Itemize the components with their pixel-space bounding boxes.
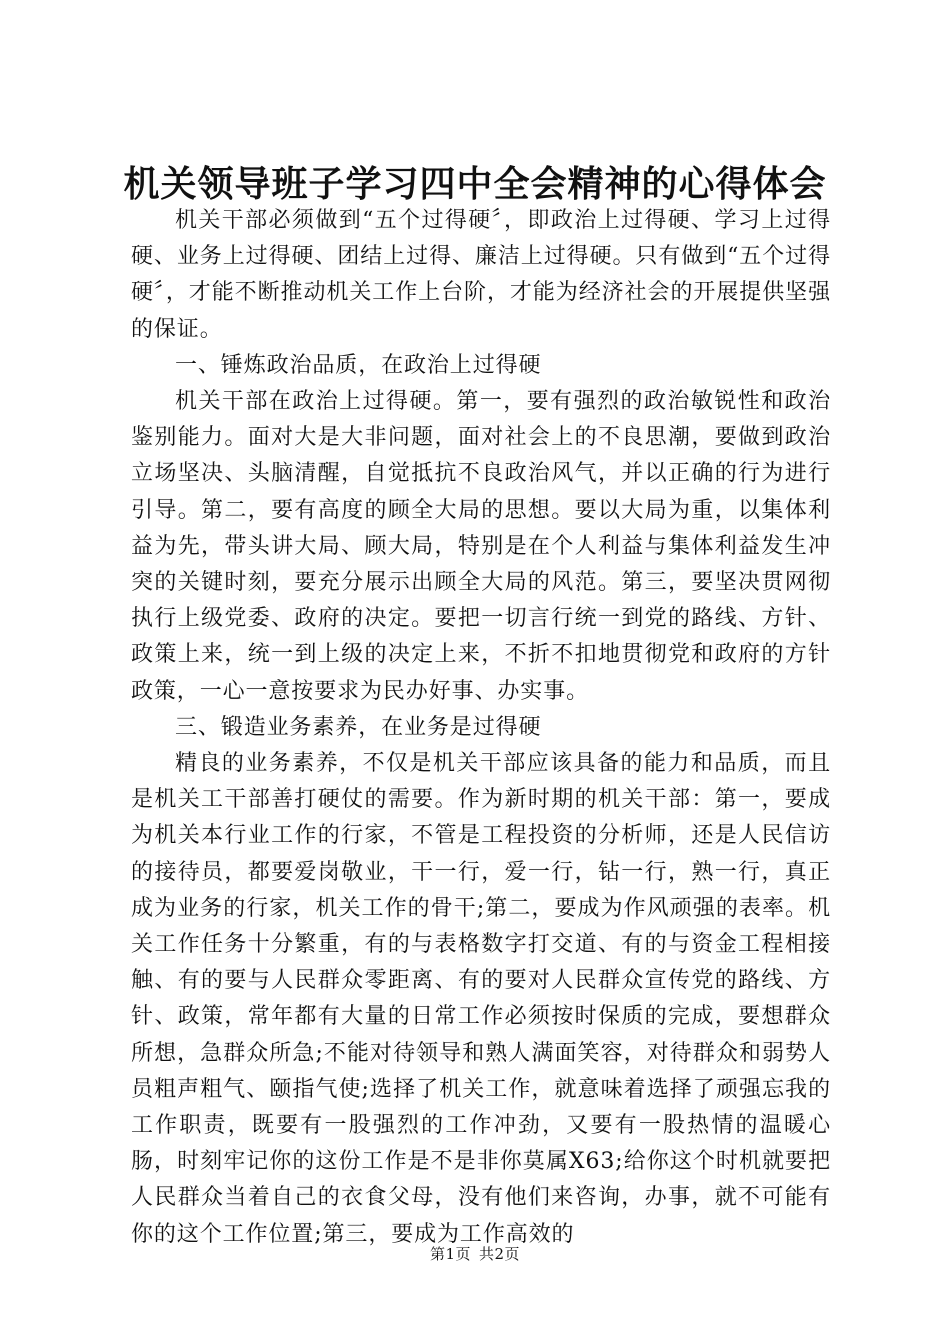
page-footer xyxy=(0,1244,950,1264)
business-paragraph: 精良的业务素养，不仅是机关干部应该具备的能力和品质，而且是机关工干部善打硬仗的需要。作为新时期的机关干部：第一，要成为机关本行业工作的行家，不管是工程投资的分析师，还是人民信访的接待员，都要爱岗敬业，干一行，爱一行，钻一行，熟一行，真正成为业务的行家，机关工作的骨干;第二，要成为作风顽强的表率。机关工作任务十分繁重，有的与表格数字打交道、有的与资金工程相接触、有的要与人民群众零距离、有的要对人民群众宣传党的路线、方针、政策，常年都有大量的日常工作必须按时保质的完成，要想群众所想，急群众所急;不能对待领导和熟人满面笑容，对待群众和弱势人员粗声粗气、颐指气使;选择了机关工作，就意味着选择了顽强忘我的工作职责，既要有一股强烈的工作冲劲，又要有一股热情的温暖心肠，时刻牢记你的这份工作是不是非你莫属X63;给你这个时机就要把人民群众当着自己的衣食父母，没有他们来咨询，办事，就不可能有你的这个工作位置;第三，要成为工作高效的 xyxy=(131,751,831,1247)
section-heading-business: 三、锻造业务素养，在业务是过得硬 xyxy=(175,714,542,740)
document-title: 机关领导班子学习四中全会精神的心得体会 xyxy=(123,163,827,205)
page-total: 共2页 xyxy=(479,1245,521,1263)
intro-paragraph: 机关干部必须做到“五个过得硬〞，即政治上过得硬、学习上过得硬、业务上过得硬、团结上过得、廉洁上过得硬。只有做到“五个过得硬〞，才能不断推动机关工作上台阶，才能为经济社会的开展提供坚强的保证。 xyxy=(131,208,831,342)
page-number: 第1页 xyxy=(429,1245,471,1263)
section-heading-political: 一、锤炼政治品质，在政治上过得硬 xyxy=(175,352,542,378)
document-body xyxy=(131,203,831,1253)
political-paragraph: 机关干部在政治上过得硬。第一，要有强烈的政治敏锐性和政治鉴别能力。面对大是大非问题，面对社会上的不良思潮，要做到政治立场坚决、头脑清醒，自觉抵抗不良政治风气，并以正确的行为进行引导。第二，要有高度的顾全大局的思想。要以大局为重，以集体利益为先，带头讲大局、顾大局，特别是在个人利益与集体利益发生冲突的关键时刻，要充分展示出顾全大局的风范。第三，要坚决贯网彻执行上级党委、政府的决定。要把一切言行统一到党的路线、方针、政策上来，统一到上级的决定上来，不折不扣地贯彻党和政府的方针政策，一心一意按要求为民办好事、办实事。 xyxy=(131,389,831,704)
